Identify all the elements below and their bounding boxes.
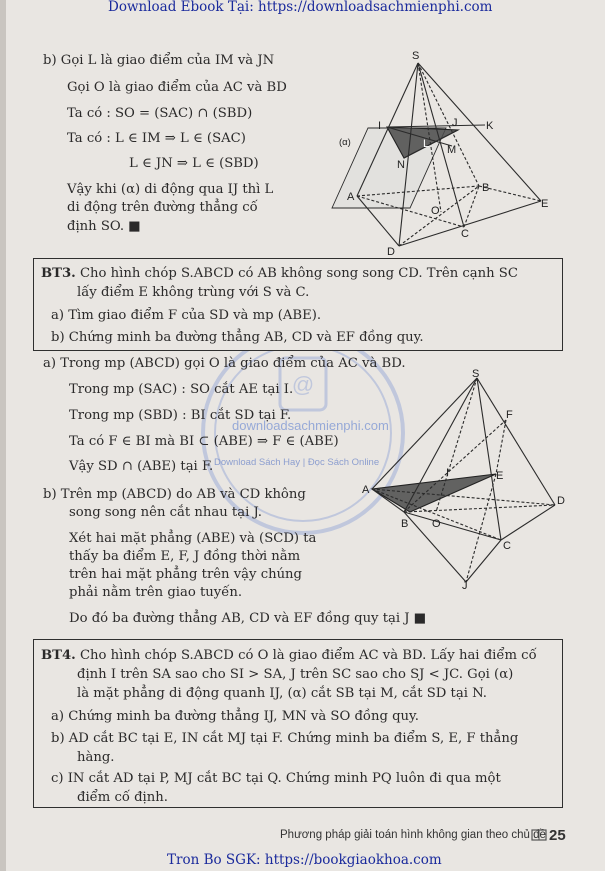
sol3-b2: song song nên cắt nhau tại J. (69, 505, 262, 520)
label-C: C (461, 228, 469, 240)
bt3-a: a) Tìm giao điểm F của SD và mp (ABE). (51, 308, 322, 323)
download-banner[interactable]: Download Ebook Tại: https://downloadsachmienphi.com (108, 0, 493, 15)
bt4-label: BT4. (41, 648, 76, 663)
prev-b-line5: L ∈ JN ⇒ L ∈ (SBD) (129, 156, 259, 171)
shaded-section-ABE (372, 474, 496, 512)
line-JC (466, 540, 501, 582)
bt4-c2: điểm cố định. (77, 790, 168, 805)
line-BF (404, 420, 506, 512)
edge-SC (477, 378, 504, 540)
bt4-line1 (41, 648, 537, 663)
bt3-line2: lấy điểm E không trùng với S và C. (77, 285, 310, 300)
svg-text:@: @ (291, 372, 315, 397)
bt3-line1 (41, 266, 518, 281)
figure-pyramid-2 (358, 362, 573, 592)
edge-CD (501, 505, 555, 540)
footer-link[interactable]: Tron Bo SGK: https://bookgiaokhoa.com (167, 852, 442, 868)
sol3-b3: Xét hai mặt phẳng (ABE) và (SCD) ta (69, 531, 317, 546)
label-S: S (412, 50, 420, 62)
bt4-line2: định I trên SA sao cho SI > SA, J trên SC sao cho SJ < JC. Gọi (α) (77, 667, 514, 682)
prev-b-line4: Ta có : L ∈ IM ⇒ L ∈ (SAC) (67, 131, 246, 146)
page-number: 25 (549, 827, 566, 844)
bt3-text: Cho hình chóp S.ABCD có AB không song song CD. Trên cạnh SC (79, 266, 518, 281)
page-left-edge (0, 0, 6, 871)
sol3-b5: trên hai mặt phẳng trên vậy chúng (69, 567, 302, 582)
label-E: E (541, 198, 549, 210)
prev-b-line1: b) Gọi L là giao điểm của IM và JN (43, 53, 275, 68)
sol3-a2: Trong mp (SAC) : SO cắt AE tại I. (69, 382, 294, 397)
watermark-subtext: Download Sách Hay | Đọc Sách Online (214, 457, 380, 468)
sol3-b6: phải nằm trên giao tuyến. (69, 585, 243, 600)
sol3-b1: b) Trên mp (ABCD) do AB và CD không (43, 487, 306, 502)
prev-b-line6: Vậy khi (α) di động qua IJ thì L (67, 182, 274, 197)
sol3-a1: a) Trong mp (ABCD) gọi O là giao điểm của AC và BD. (43, 356, 406, 371)
label-K: K (486, 120, 494, 132)
sol3-a5: Vậy SD ∩ (ABE) tại F. (69, 459, 214, 474)
label-J: J (452, 117, 458, 129)
sol3-b7: Do đó ba đường thẳng AB, CD và EF đồng quy tại J ■ (69, 611, 427, 626)
bt4-c1: c) IN cắt AD tại P, MJ cắt BC tại Q. Chứng minh PQ luôn đi qua một (51, 771, 501, 786)
label-L: L (423, 138, 430, 150)
label-D: D (387, 246, 395, 258)
sol3-a3: Trong mp (SBD) : BI cắt SD tại F. (69, 408, 292, 423)
bt3-label: BT3. (41, 266, 76, 281)
label-I: I (378, 120, 382, 132)
sol3-b4: thấy ba điểm E, F, J đồng thời nằm (69, 549, 301, 564)
label-F: F (506, 409, 513, 421)
label-A: A (347, 191, 355, 203)
book-icon (531, 829, 547, 841)
edge-SD (477, 378, 555, 505)
bt4-b1: b) AD cắt BC tại E, IN cắt MJ tại F. Chứng minh ba điểm S, E, F thẳng (51, 731, 519, 746)
bt3-b: b) Chứng minh ba đường thẳng AB, CD và EF đồng quy. (51, 330, 424, 345)
running-title: Phương pháp giải toán hình không gian theo chủ đề (280, 829, 546, 841)
label-N: N (397, 159, 405, 171)
label-B: B (401, 518, 409, 530)
edge-DE (399, 201, 541, 246)
bt4-b2: hàng. (77, 750, 115, 765)
edge-SA (372, 378, 477, 489)
label-J: J (462, 580, 468, 592)
label-C: C (503, 540, 511, 552)
label-D: D (557, 495, 565, 507)
label-alpha: (α) (339, 137, 351, 148)
bt4-a: a) Chứng minh ba đường thẳng IJ, MN và SO đồng quy. (51, 709, 419, 724)
prev-b-line8: định SO. ■ (67, 219, 141, 234)
label-I: I (446, 467, 450, 479)
bt4-text: Cho hình chóp S.ABCD có O là giao điểm AC và BD. Lấy hai điểm cố (79, 648, 537, 663)
label-A: A (362, 484, 370, 496)
watermark-text: downloadsachmienphi.com (232, 418, 389, 433)
label-S: S (472, 368, 480, 380)
diag-BD (404, 505, 555, 512)
prev-b-line3: Ta có : SO = (SAC) ∩ (SBD) (67, 106, 253, 121)
edge-BC (404, 512, 501, 540)
label-O: O (431, 205, 440, 217)
label-M: M (447, 144, 457, 156)
prev-b-line2: Gọi O là giao điểm của AC và BD (67, 80, 287, 95)
label-B: B (482, 182, 490, 194)
prev-b-line7: di động trên đường thẳng cố (67, 200, 258, 215)
figure-pyramid-1 (325, 50, 575, 260)
sol3-a4: Ta có F ∈ BI mà BI ⊂ (ABE) ⇒ F ∈ (ABE) (69, 434, 339, 449)
label-O: O (432, 518, 441, 530)
bt4-line3: là mặt phẳng di động quanh IJ, (α) cắt SB tại M, cắt SD tại N. (77, 686, 487, 701)
label-E: E (496, 470, 504, 482)
